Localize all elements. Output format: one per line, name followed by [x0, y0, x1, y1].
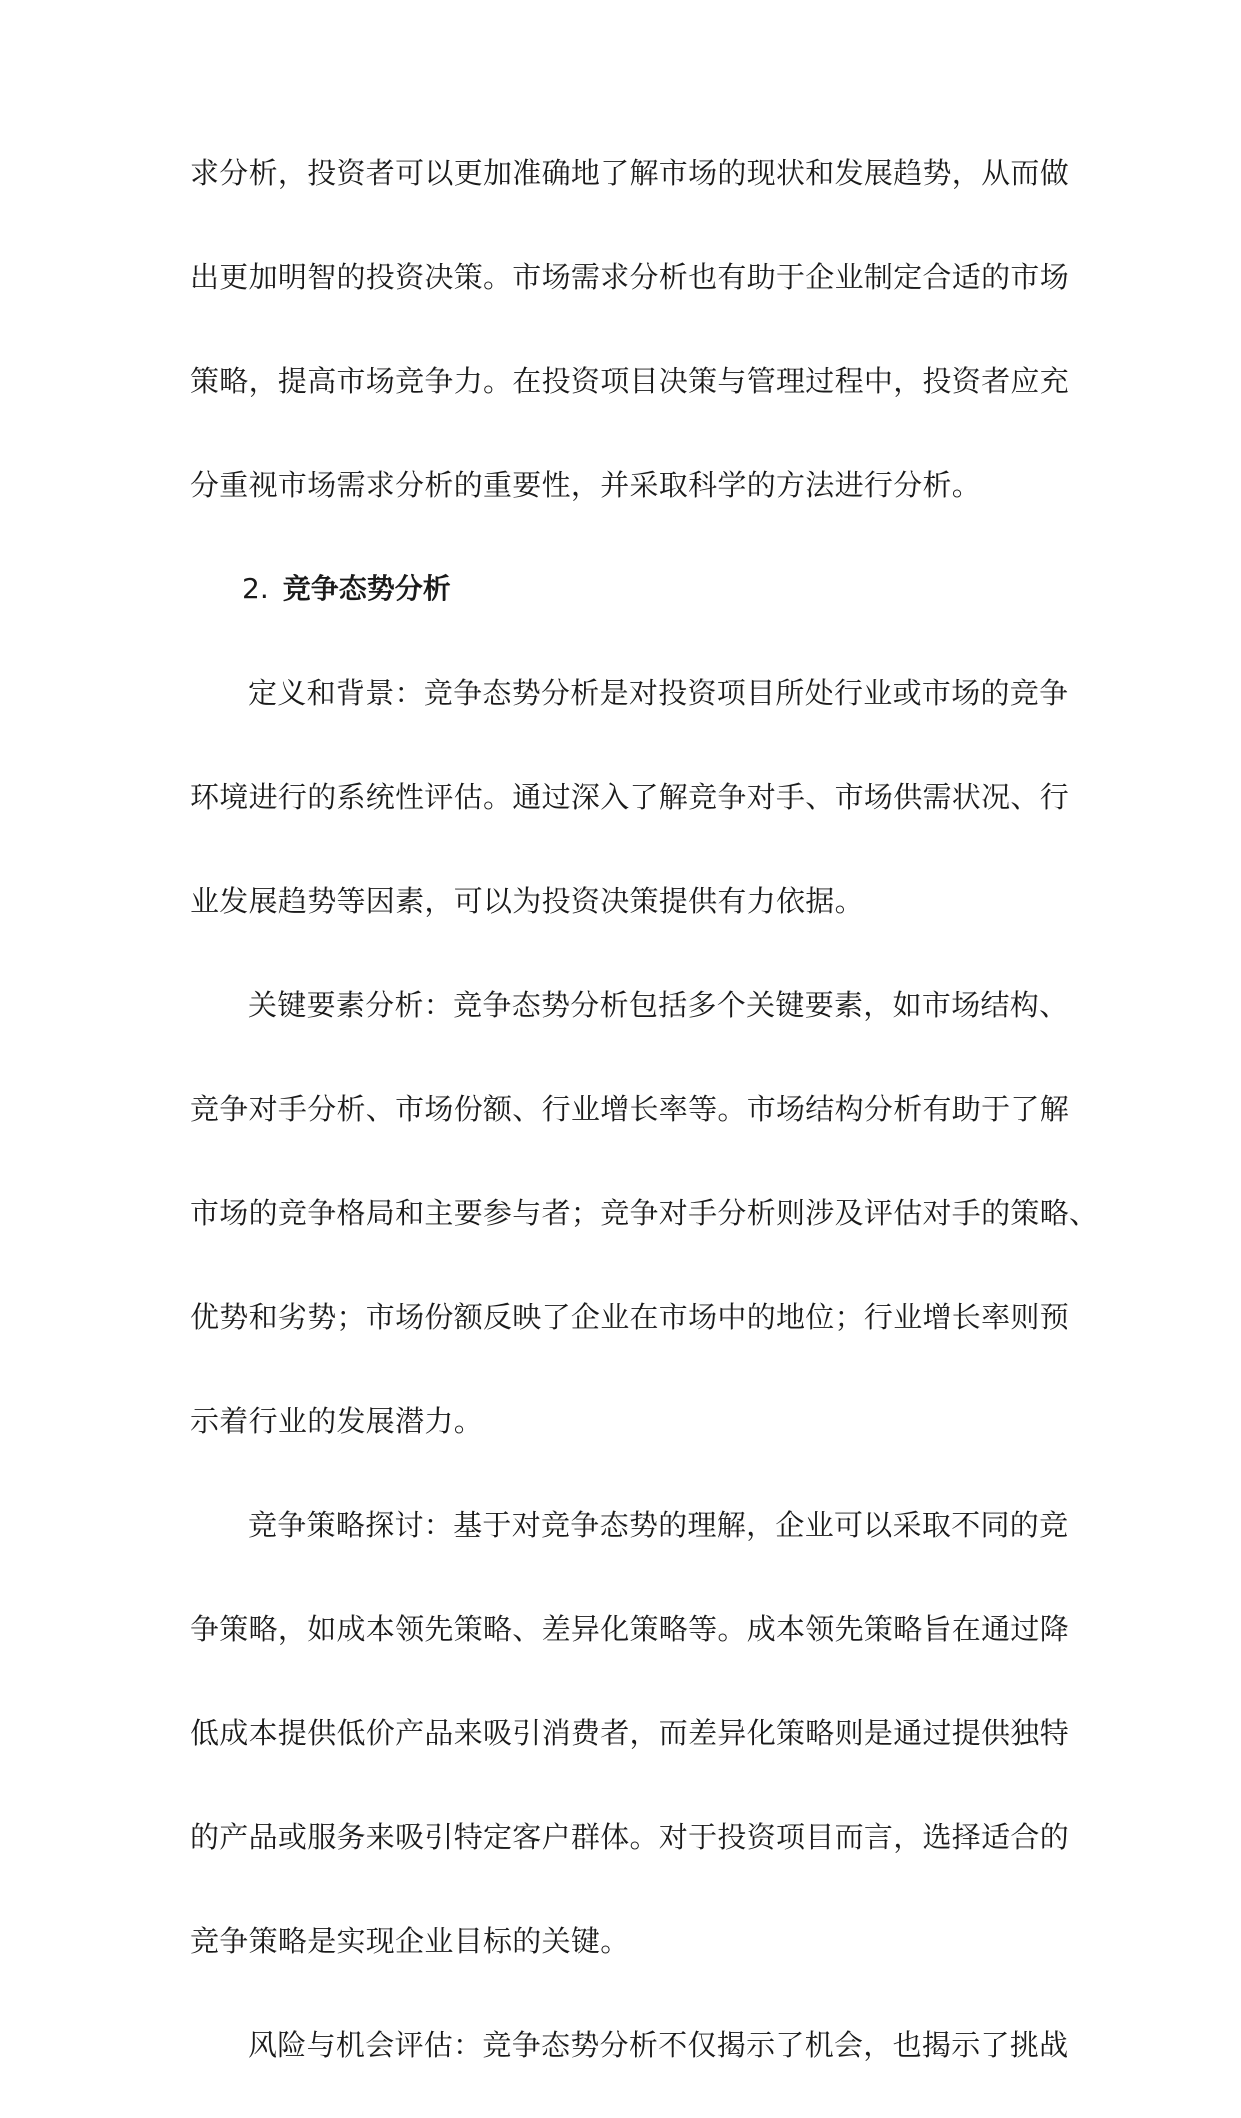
text-line: 竞争策略是实现企业目标的关键。 [190, 1924, 630, 1958]
section-heading [190, 558, 1050, 662]
text-line: 定义和背景：竞争态势分析是对投资项目所处行业或市场的竞争 [248, 676, 1069, 710]
text-line: 风险与机会评估：竞争态势分析不仅揭示了机会，也揭示了挑战 [248, 2028, 1069, 2062]
text-line: 出更加明智的投资决策。市场需求分析也有助于企业制定合适的市场 [190, 260, 1070, 294]
text-line: 环境进行的系统性评估。通过深入了解竞争对手、市场供需状况、行 [190, 780, 1070, 814]
text-line: 求分析，投资者可以更加准确地了解市场的现状和发展趋势，从而做 [190, 156, 1070, 190]
text-line: 策略，提高市场竞争力。在投资项目决策与管理过程中，投资者应充 [190, 364, 1070, 398]
text-line: 示着行业的发展潜力。 [190, 1404, 484, 1438]
text-line: 争策略，如成本领先策略、差异化策略等。成本领先策略旨在通过降 [190, 1612, 1070, 1646]
document-page [190, 142, 1099, 2118]
section-number: 2. [242, 572, 269, 605]
paragraph-strategy [190, 1494, 1070, 2014]
text-line: 业发展趋势等因素，可以为投资决策提供有力依据。 [190, 884, 864, 918]
text-line: 市场的竞争格局和主要参与者；竞争对手分析则涉及评估对手的策略、 [190, 1196, 1099, 1230]
paragraph-key-factors [190, 974, 1099, 1494]
text-line: 优势和劣势；市场份额反映了企业在市场中的地位；行业增长率则预 [190, 1300, 1070, 1334]
paragraph-definition [190, 662, 1070, 974]
paragraph-risk [190, 2014, 1069, 2118]
continued-paragraph [190, 142, 1070, 558]
text-line: 竞争对手分析、市场份额、行业增长率等。市场结构分析有助于了解 [190, 1092, 1070, 1126]
text-line: 的产品或服务来吸引特定客户群体。对于投资项目而言，选择适合的 [190, 1820, 1070, 1854]
text-line: 分重视市场需求分析的重要性，并采取科学的方法进行分析。 [190, 468, 982, 502]
text-line: 竞争策略探讨：基于对竞争态势的理解，企业可以采取不同的竞 [248, 1508, 1069, 1542]
text-line: 关键要素分析：竞争态势分析包括多个关键要素，如市场结构、 [248, 988, 1069, 1022]
section-title: 竞争态势分析 [282, 572, 451, 605]
text-line: 低成本提供低价产品来吸引消费者，而差异化策略则是通过提供独特 [190, 1716, 1070, 1750]
